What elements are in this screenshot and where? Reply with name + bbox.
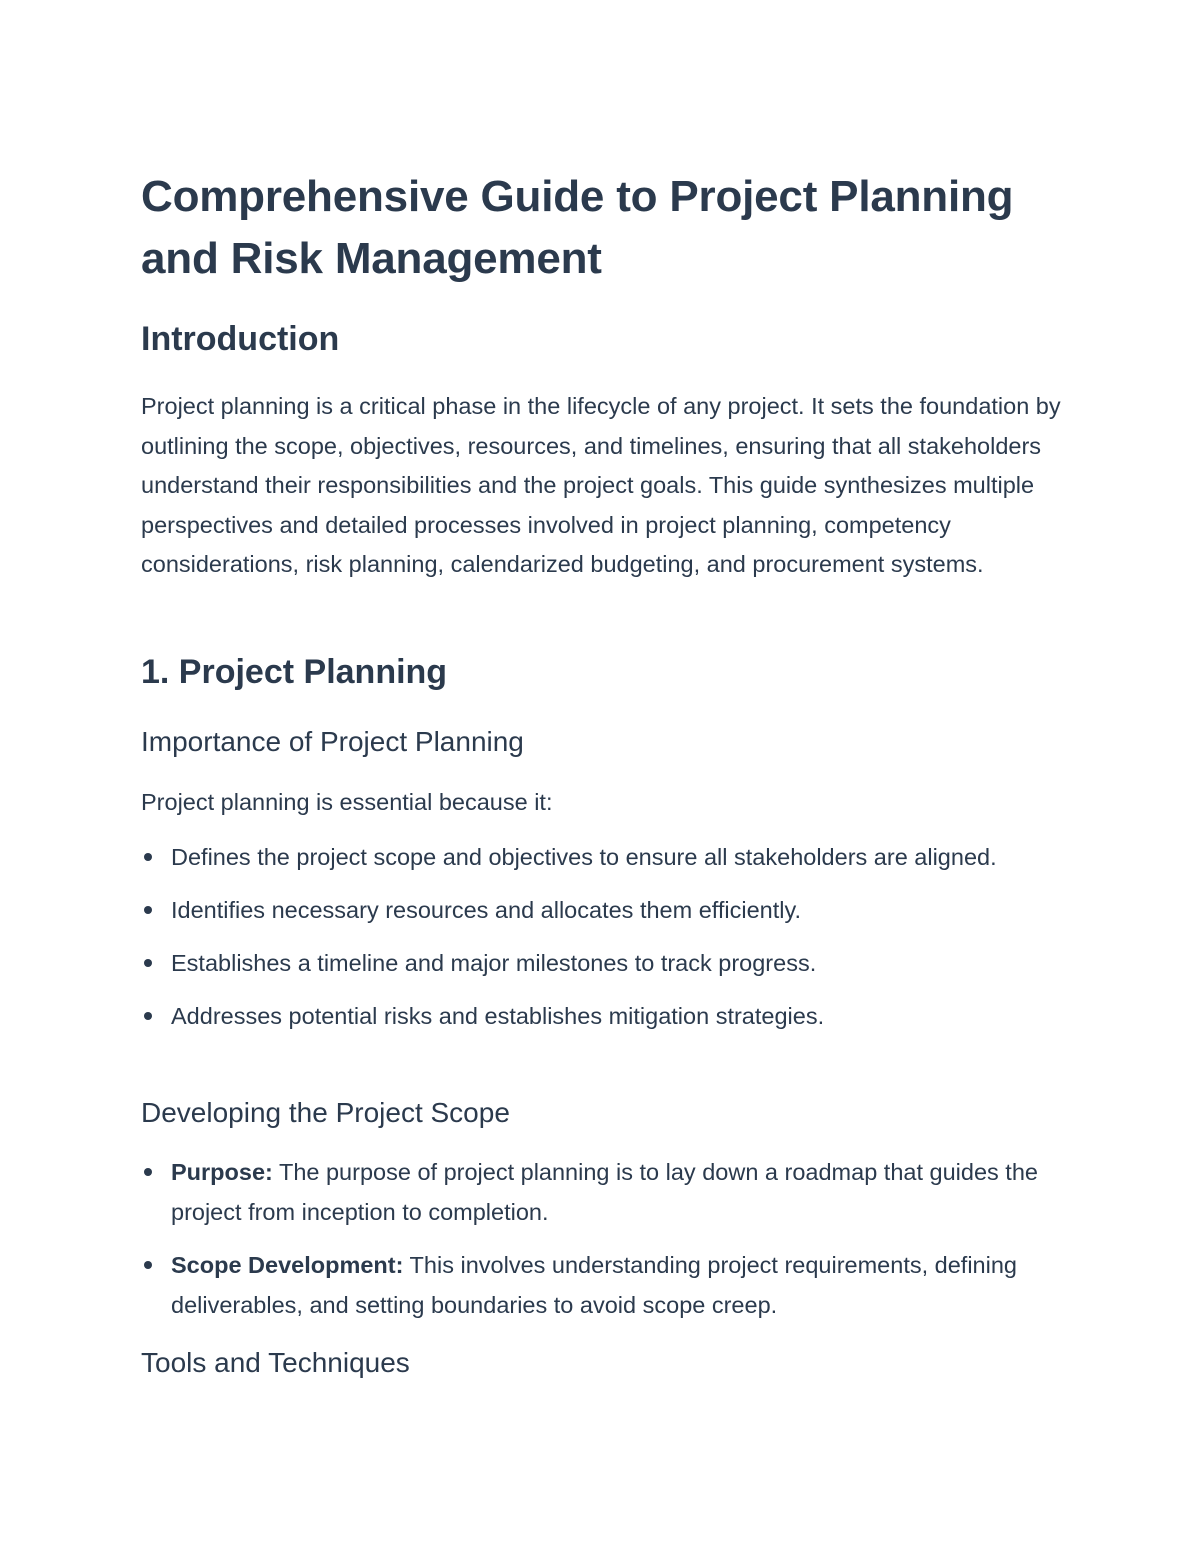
tools-techniques-heading: Tools and Techniques (141, 1347, 410, 1378)
list-item-text: Defines the project scope and objectives to ensure all stakeholders are aligned. (171, 844, 997, 870)
scope-list (141, 1152, 1071, 1338)
project-scope-heading: Developing the Project Scope (141, 1097, 510, 1128)
section-project-planning-heading: 1. Project Planning (141, 653, 448, 691)
introduction-heading: Introduction (141, 320, 340, 358)
list-item-label: Purpose: (171, 1159, 273, 1185)
importance-list (141, 837, 1071, 1049)
list-item (141, 943, 1071, 983)
list-item-text: Establishes a timeline and major milestones to track progress. (171, 950, 817, 976)
list-item (141, 1245, 1071, 1325)
bullet-icon (144, 1012, 152, 1020)
list-item (141, 837, 1071, 877)
list-item-text: The purpose of project planning is to lay down a roadmap that guides the project from inception to completion. (171, 1159, 1038, 1225)
list-item (141, 890, 1071, 930)
bullet-icon (144, 959, 152, 967)
list-item-text: Addresses potential risks and establishes mitigation strategies. (171, 1003, 825, 1029)
importance-lead-text: Project planning is essential because it: (141, 789, 553, 815)
bullet-icon (144, 853, 152, 861)
bullet-icon (144, 1168, 152, 1176)
list-item-label: Scope Development: (171, 1252, 404, 1278)
list-item-text: Identifies necessary resources and allocates them efficiently. (171, 897, 802, 923)
introduction-paragraph: Project planning is a critical phase in the lifecycle of any project. It sets the foundation by outlining the scope, objectives, resources, and timelines, ensuring that all stakeholders understand their responsibilities and the project goals. This guide synthesizes multiple perspectives and detailed processes involved in project planning, competency considerations, risk planning, calendarized budgeting, and procurement systems. (141, 393, 1061, 578)
list-item (141, 996, 1071, 1036)
document-title: Comprehensive Guide to Project Planning and Risk Management (141, 172, 1014, 283)
importance-heading: Importance of Project Planning (141, 726, 524, 757)
bullet-icon (144, 1261, 152, 1269)
list-item-text: This involves understanding project requirements, defining deliverables, and setting boundaries to avoid scope creep. (171, 1252, 1017, 1318)
list-item (141, 1152, 1071, 1232)
bullet-icon (144, 906, 152, 914)
